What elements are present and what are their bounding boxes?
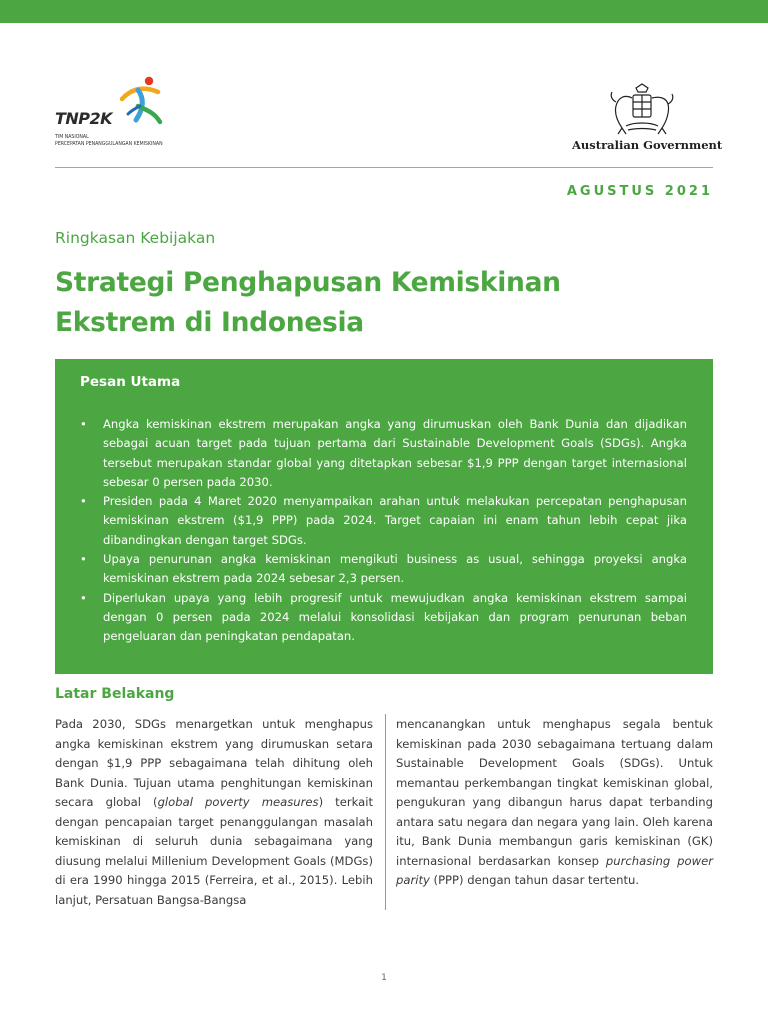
tnp2k-logo [52,72,212,152]
list-item: • Diperlukan upaya yang lebih progresif untuk mewujudkan angka kemiskinan ekstrem sampai dengan 0 persen pada 2024 melalui konsolidasi kebijakan dan program penurunan beban pengeluaran dan peningkatan pendapatan. [80,589,687,647]
page-title: Strategi Penghapusan Kemiskinan Ekstrem di Indonesia [55,267,561,338]
tnp2k-figure-icon [110,72,170,132]
key-messages-box [55,359,713,674]
top-accent-bar [0,0,768,23]
key-messages-list [80,415,687,647]
list-item: • Upaya penurunan angka kemiskinan mengikuti business as usual, sehingga proyeksi angka kemiskinan ekstrem pada 2024 sebesar 2,3 persen. [80,550,687,589]
tnp2k-wordmark: TNP2K [55,109,113,128]
page-number: 1 [381,973,387,983]
australian-government-wordmark: Australian Government [572,138,723,152]
body-column-left: Pada 2030, SDGs menargetkan untuk menghapus angka kemiskinan ekstrem yang dirumuskan setara dengan $1,9 PPP sebagaimana telah dihitung oleh Bank Dunia. Tujuan utama penghitungan kemiskinan secara global (global poverty measures) terkait dengan pencapaian target penanggulangan masalah kemiskinan di seluruh dunia sebagaimana yang diusung melalui Millenium Development Goals (MDGs) di era 1990 hingga 2015 (Ferreira, et al., 2015). Lebih lanjut, Persatuan Bangsa-Bangsa [55,717,373,907]
header-divider [55,167,713,168]
key-messages-heading: Pesan Utama [80,374,181,390]
publication-date: AGUSTUS 2021 [566,184,713,199]
tnp2k-subtitle: TIM NASIONAL PERCEPATAN PENANGGULANGAN KEMISKINAN [55,134,163,147]
list-item: • Presiden pada 4 Maret 2020 menyampaikan arahan untuk melakukan percepatan penghapusan kemiskinan ekstrem ($1,9 PPP) pada 2024. Target capaian ini enam tahun lebih cepat jika dibandingkan dengan target SDGs. [80,492,687,550]
list-item: • Angka kemiskinan ekstrem merupakan angka yang dirumuskan oleh Bank Dunia dan dijadikan sebagai acuan target pada tujuan pertama dari Sustainable Development Goals (SDGs). Angka tersebut merupakan standar global yang ditetapkan sebesar $1,9 PPP dengan target internasional sebesar 0 persen pada 2030. [80,415,687,492]
coat-of-arms-icon [604,82,680,138]
body-column-right: mencanangkan untuk menghapus segala bentuk kemiskinan pada 2030 sebagaimana tertuang dalam Sustainable Development Goals (SDGs). Untuk memantau perkembangan tingkat kemiskinan global, pengukuran yang dibangun harus dapat terbanding antara satu negara dan negara yang lain. Oleh karena itu, Bank Dunia membangun garis kemiskinan (GK) internasional berdasarkan konsep purchasing power parity (PPP) dengan tahun dasar tertentu. [396,717,713,887]
document-type: Ringkasan Kebijakan [55,229,216,247]
section-heading-background: Latar Belakang [55,686,175,702]
column-divider [385,714,386,910]
